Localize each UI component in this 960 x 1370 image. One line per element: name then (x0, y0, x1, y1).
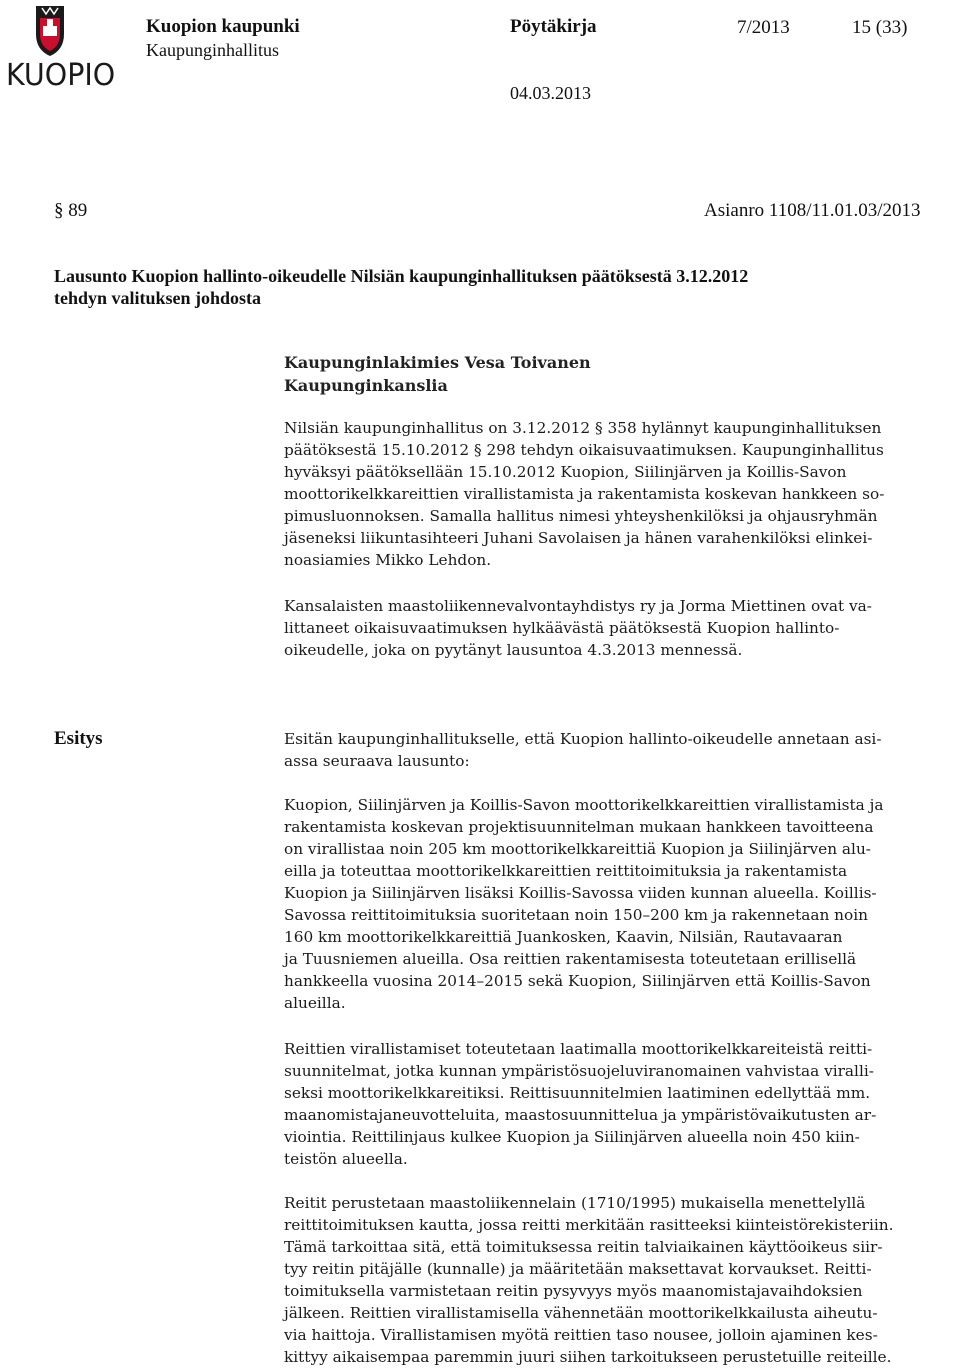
statement-paragraph-2 (284, 1038, 954, 1170)
preparer-office: Kaupunginkanslia (284, 376, 448, 395)
text-line: Reittien virallistamiset toteutetaan laatimalla moottorikelkkareiteistä reitti- (284, 1040, 873, 1058)
text-line: moottorikelkkareittien virallistamista ja rakentamista koskevan hankkeen so- (284, 485, 885, 503)
text-line: Savossa reittitoimituksia suoritetaan noin 150–200 km ja rakennetaan noin (284, 906, 868, 924)
text-line: rakentamista koskevan projektisuunnitelman mukaan hankkeen tavoitteena (284, 818, 874, 836)
statement-paragraph-3 (284, 1192, 954, 1368)
text-line: eilla ja toteuttaa moottorikelkkareittien reittitoimituksia ja rakentamista (284, 862, 848, 880)
text-line: jäseneksi liikuntasihteeri Juhani Savolaisen ja hänen varahenkilöksi elinkei- (284, 529, 873, 547)
meeting-date: 04.03.2013 (510, 83, 591, 103)
organization-name: Kuopion kaupunki (146, 16, 300, 37)
section-sign-icon: § (54, 200, 64, 221)
text-line: assa seuraava lausunto: (284, 752, 470, 770)
section-title-line: Lausunto Kuopion hallinto-oikeudelle Nilsiän kaupunginhallituksen päätöksestä 3.12.2012 (54, 266, 749, 286)
esitys-label: Esitys (54, 728, 103, 749)
preparer-name: Kaupunginlakimies Vesa Toivanen (284, 353, 591, 372)
section-number-value: 89 (68, 200, 88, 221)
doc-number: 7/2013 (737, 17, 790, 38)
text-line: on virallistaa noin 205 km moottorikelkkareittiä Kuopion ja Siilinjärven alu- (284, 840, 871, 858)
case-reference: Asianro 1108/11.01.03/2013 (704, 200, 921, 221)
text-line: teistön alueella. (284, 1150, 408, 1168)
section-number (54, 200, 87, 222)
text-line: hyväksyi päätöksellään 15.10.2012 Kuopion, Siilinjärven ja Koillis-Savon (284, 463, 847, 481)
text-line: jälkeen. Reittien virallistamisella vähennetään moottorikelkkailusta aiheutu- (284, 1304, 878, 1322)
text-line: päätöksestä 15.10.2012 § 298 tehdyn oikaisuvaatimuksen. Kaupunginhallitus (284, 441, 884, 459)
text-line: Nilsiän kaupunginhallitus on 3.12.2012 § 358 hylännyt kaupunginhallituksen (284, 419, 882, 437)
text-line: Kuopion ja Siilinjärven lisäksi Koillis-Savossa viiden kunnan alueella. Koillis- (284, 884, 877, 902)
kuopio-logo (6, 4, 116, 93)
doc-type: Pöytäkirja (510, 16, 597, 37)
text-line: ja Tuusniemen alueilla. Osa reittien rakentamisesta toteutetaan erillisellä (284, 950, 857, 968)
text-line: Tämä tarkoittaa sitä, että toimituksessa reitin talviaikainen käyttöoikeus siir- (284, 1238, 883, 1256)
text-line: toimituksella varmistetaan reitin pysyvyys myös maanomistajavaihdoksien (284, 1282, 863, 1300)
text-line: hankkeella vuosina 2014–2015 sekä Kuopion, Siilinjärven että Koillis-Savon (284, 972, 871, 990)
logo-wordmark: KUOPIO (6, 58, 116, 93)
background-paragraph-2 (284, 595, 954, 661)
esitys-intro (284, 728, 954, 772)
section-title-line: tehdyn valituksen johdosta (54, 288, 262, 308)
text-line: alueilla. (284, 994, 346, 1012)
statement-paragraph-1 (284, 794, 954, 1014)
text-line: pimusluonnoksen. Samalla hallitus nimesi yhteyshenkilöksi ja ohjausryhmän (284, 507, 878, 525)
text-line: via haittoja. Virallistamisen myötä reittien taso nousee, jolloin ajaminen kes- (284, 1326, 878, 1344)
text-line: littaneet oikaisuvaatimuksen hylkäävästä päätöksestä Kuopion hallinto- (284, 619, 840, 637)
text-line: reittitoimituksen kautta, jossa reitti merkitään rasitteeksi kiinteistörekisteriin. (284, 1216, 894, 1234)
preparer-block (284, 351, 591, 397)
text-line: kittyy aikaisempaa paremmin juuri siihen tarkoitukseen perustetuille reiteille. (284, 1348, 892, 1366)
text-line: noasiamies Mikko Lehdon. (284, 551, 492, 569)
section-title (54, 265, 748, 309)
text-line: Kuopion, Siilinjärven ja Koillis-Savon moottorikelkkareittien virallistamista ja (284, 796, 884, 814)
text-line: Reitit perustetaan maastoliikennelain (1710/1995) mukaisella menettelyllä (284, 1194, 866, 1212)
text-line: 160 km moottorikelkkareittiä Juankosken, Kaavin, Nilsiän, Rautavaaran (284, 928, 843, 946)
text-line: Kansalaisten maastoliikennevalvontayhdistys ry ja Jorma Miettinen ovat va- (284, 597, 872, 615)
background-paragraph-1 (284, 417, 954, 571)
text-line: seksi moottorikelkkareitiksi. Reittisuunnitelmien laatiminen edellyttää mm. (284, 1084, 871, 1102)
text-line: tyy reitin pitäjälle (kunnalle) ja määritetään maksettavat korvaukset. Reitti- (284, 1260, 872, 1278)
text-line: suunnitelmat, jotka kunnan ympäristösuojeluviranomainen vahvistaa viralli- (284, 1062, 874, 1080)
text-line: viointia. Reittilinjaus kulkee Kuopion ja Siilinjärven alueella noin 450 kiin- (284, 1128, 860, 1146)
text-line: oikeudelle, joka on pyytänyt lausuntoa 4.3.2013 mennessä. (284, 641, 743, 659)
body-name: Kaupunginhallitus (146, 40, 279, 60)
page-number: 15 (33) (852, 17, 908, 38)
text-line: maanomistajaneuvotteluita, maastosuunnittelua ja ympäristövaikutusten ar- (284, 1106, 877, 1124)
text-line: Esitän kaupunginhallitukselle, että Kuopion hallinto-oikeudelle annetaan asi- (284, 730, 882, 748)
